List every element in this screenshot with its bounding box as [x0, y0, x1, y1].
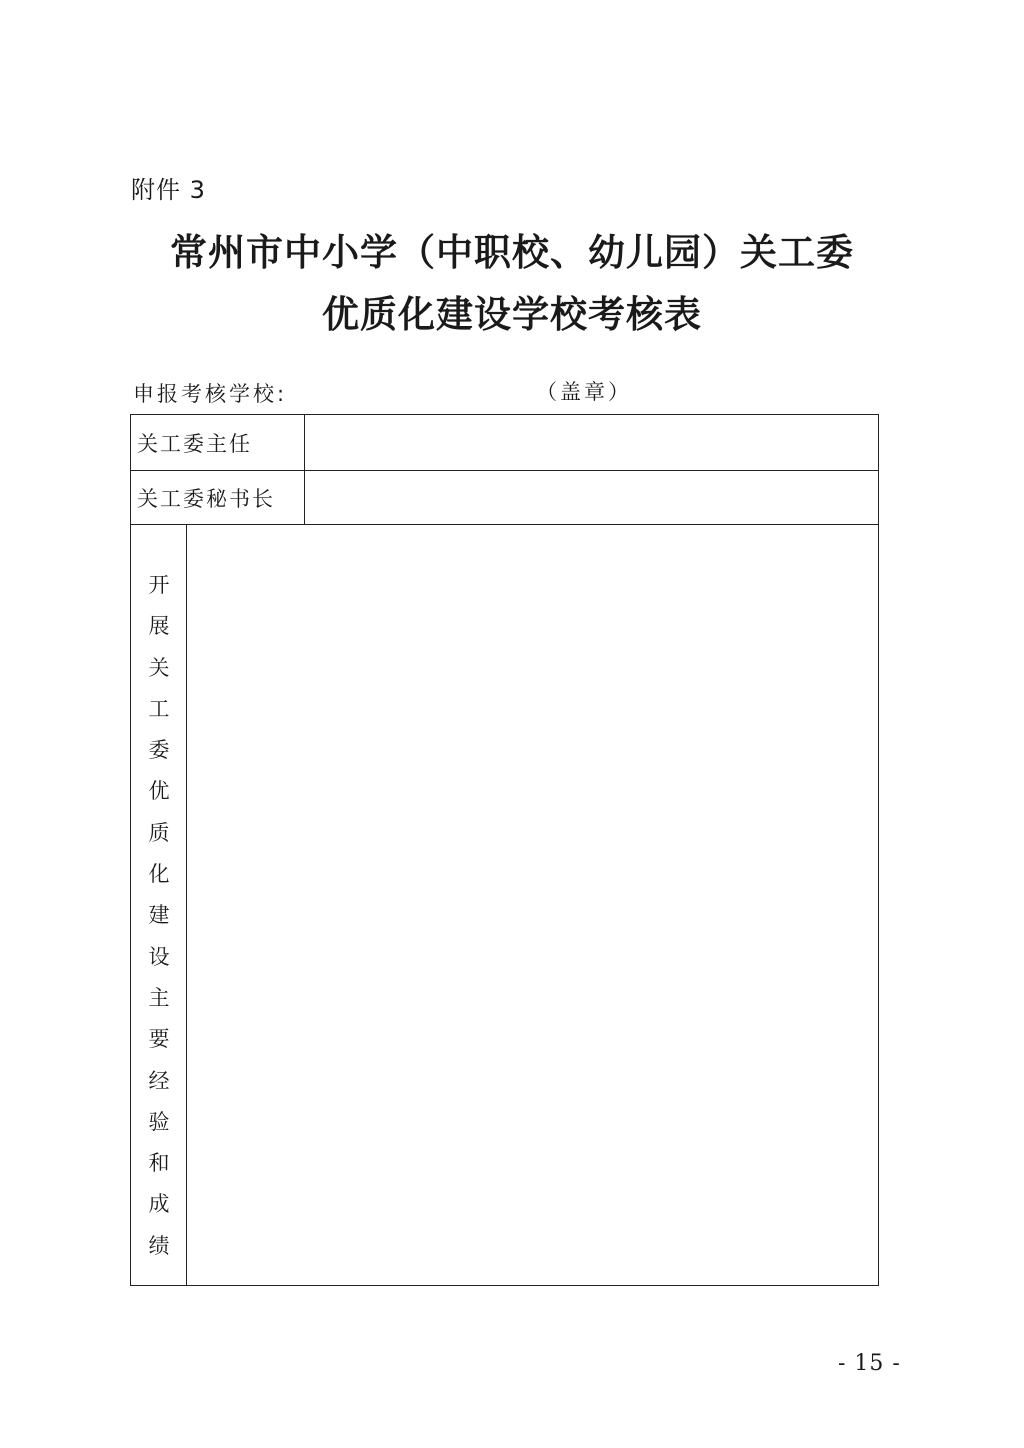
attachment-label: 附件 3: [131, 176, 206, 204]
school-field-label: 申报考核学校:: [133, 382, 288, 406]
page-number: - 15 -: [838, 1351, 901, 1376]
director-value-cell[interactable]: [305, 415, 878, 470]
experience-row: [131, 525, 878, 1285]
secretary-general-label: 关工委秘书长: [131, 471, 305, 524]
experience-label: 开展关工委优质化建设主要经验和成绩: [148, 573, 170, 1258]
experience-label-cell: [131, 525, 187, 1285]
secretary-general-value-cell[interactable]: [305, 471, 878, 524]
assessment-form-table: [130, 414, 879, 1286]
secretary-general-row: [131, 471, 878, 525]
experience-content-area[interactable]: [187, 525, 878, 1285]
document-title-line2: 优质化建设学校考核表: [322, 292, 702, 336]
director-label: 关工委主任: [131, 415, 305, 470]
seal-label: （盖章）: [536, 380, 632, 404]
director-row: [131, 415, 878, 471]
document-title-line1: 常州市中小学（中职校、幼儿园）关工委: [170, 230, 854, 274]
